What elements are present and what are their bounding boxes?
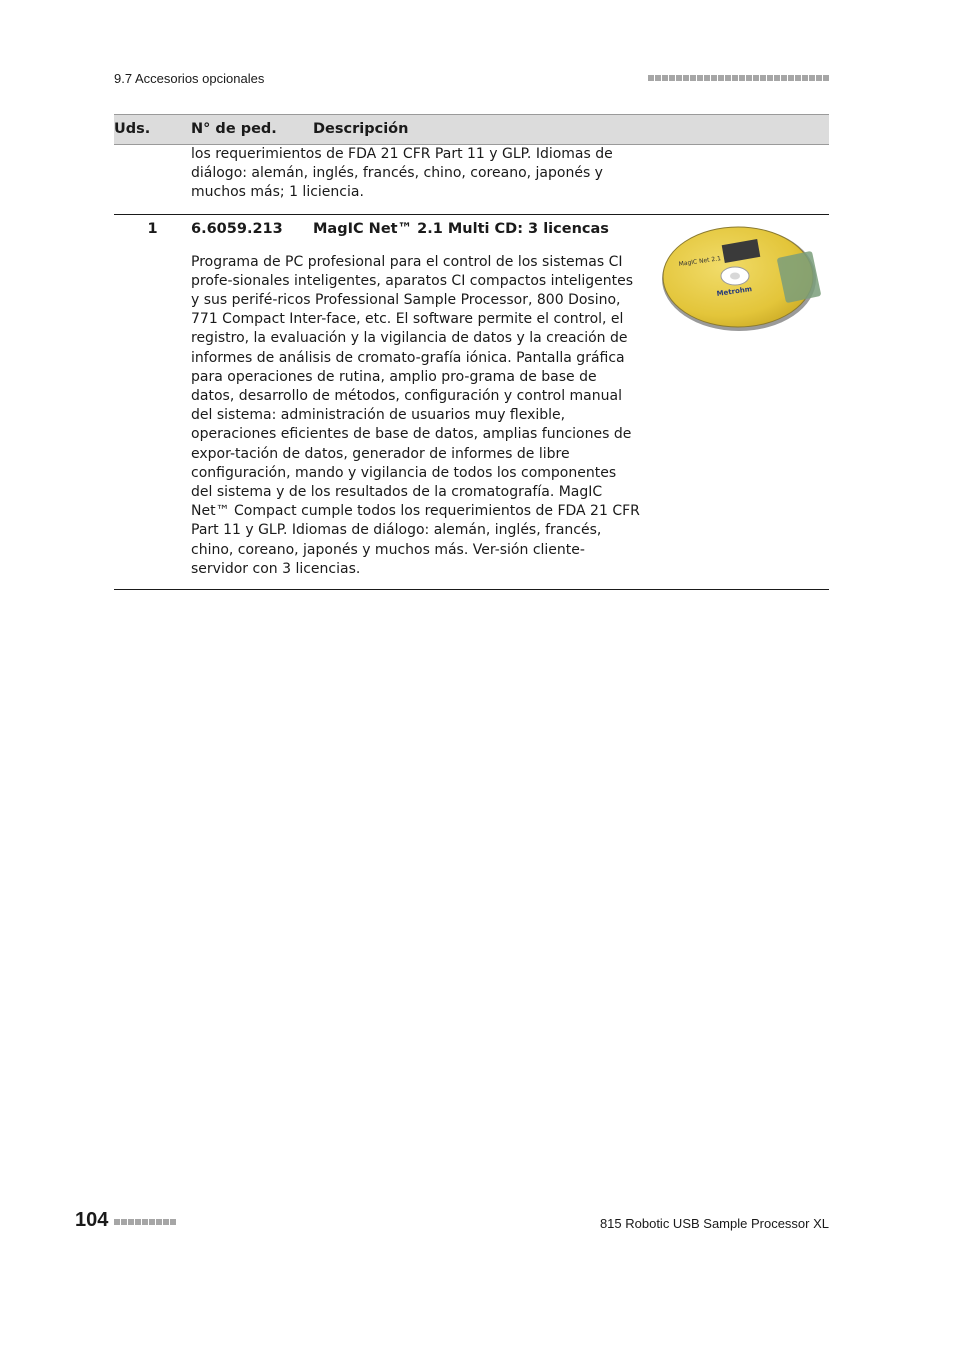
item-quantity: 1 [114,214,191,589]
decoration-dot [809,75,815,81]
footer-document-title: 815 Robotic USB Sample Processor XL [599,1216,829,1231]
decoration-dot [662,75,668,81]
decoration-dot [718,75,724,81]
decoration-dot [732,75,738,81]
decoration-dot [648,75,654,81]
decoration-dot [170,1219,176,1225]
decoration-dot [690,75,696,81]
decoration-dot [725,75,731,81]
decoration-dot [704,75,710,81]
cd-disc-icon [661,224,829,336]
decoration-dot [121,1219,127,1225]
decoration-dot [795,75,801,81]
column-header-order-no: N° de ped. [191,115,313,145]
decoration-dot [683,75,689,81]
decoration-dot [156,1219,162,1225]
parts-table [114,114,829,590]
page-number: 104 [75,1209,109,1231]
decoration-dot [655,75,661,81]
decoration-dot [114,1219,120,1225]
decoration-dot [676,75,682,81]
decoration-dot [823,75,829,81]
decoration-dot [135,1219,141,1225]
decoration-dot [142,1219,148,1225]
cd-label-text: MagIC Net 2.1 [678,254,722,268]
decoration-dot [774,75,780,81]
decoration-dot [163,1219,169,1225]
table-row-continued [114,145,829,215]
decoration-dot [760,75,766,81]
decoration-dot [802,75,808,81]
table-row [114,214,829,589]
decoration-dot [128,1219,134,1225]
decoration-dot [711,75,717,81]
decoration-dot [816,75,822,81]
header-decoration-dots [648,75,829,81]
footer-decoration-dots [114,1219,176,1225]
running-header-section: 9.7 Accesorios opcionales [114,71,265,86]
cd-brand-text: Metrohm [716,284,753,298]
item-title: MagIC Net™ 2.1 Multi CD: 3 licencas [313,220,609,237]
decoration-dot [767,75,773,81]
decoration-dot [753,75,759,81]
product-cd-image [661,224,829,589]
table-header-row [114,115,829,145]
item-order-number: 6.6059.213 [191,220,283,237]
item-description: Programa de PC profesional para el control de los sistemas CI profe-sionales inteligentes, aparatos CI compactos inteligentes y sus perifé-ricos Professional Sample Processor, 800 Dosino, 771 Compact Inter-face, etc. El software permite el control, el registro, la evaluación y la vigilancia de datos y la creación de informes de análisis de cromato-grafía iónica. Pantalla gráfica para operaciones de rutina, amplio pro-grama de base de datos, desarrollo de métodos, configuración y control manual del sistema: administración de usuarios muy flexible, operaciones eficientes de base de datos, amplias funciones de expor-tación de datos, generador de informes de libre configuración, mando y vigilancia de todos los componentes del sistema y de los resultados de la cromatografía. MagIC Net™ Compact cumple todos los requerimientos de FDA 21 CFR Part 11 y GLP. Idiomas de diálogo: alemán, inglés, francés, chino, coreano, japonés y muchos más. Ver-sión cliente-servidor con 3 licencias. [191,253,640,577]
decoration-dot [149,1219,155,1225]
decoration-dot [746,75,752,81]
decoration-dot [781,75,787,81]
decoration-dot [739,75,745,81]
continued-description: los requerimientos de FDA 21 CFR Part 11 y GLP. Idiomas de diálogo: alemán, inglés, francés, chino, coreano, japonés y muchos más; 1 liciencia. [191,146,613,201]
decoration-dot [788,75,794,81]
decoration-dot [669,75,675,81]
column-header-uds: Uds. [114,115,191,145]
column-header-description: Descripción [313,115,829,145]
decoration-dot [697,75,703,81]
